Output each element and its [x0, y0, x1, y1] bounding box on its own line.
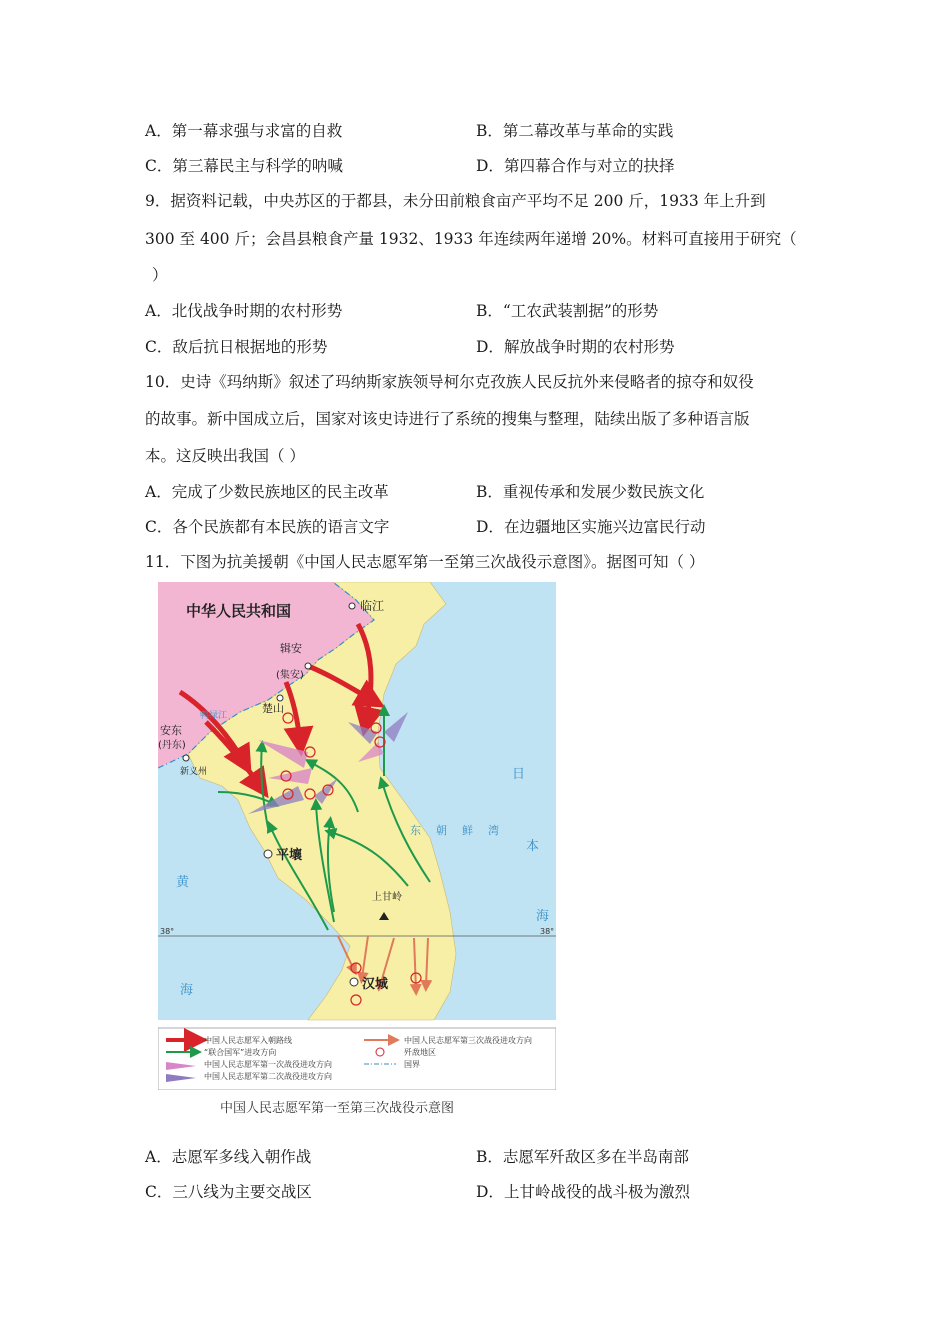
q9-stem-line-2: 300 至 400 斤；会昌县粮食产量 1932、1933 年连续两年递增 20%。材料可直接用于研究（ [145, 230, 797, 248]
korean-war-map [158, 582, 556, 1090]
legend-entry: 国界 [404, 1060, 420, 1069]
place-jian: 辑安 [280, 642, 302, 655]
sea-yellow-2: 海 [180, 983, 194, 998]
q11-stem: 11．下图为抗美援朝《中国人民志愿军第一至第三次战役示意图》。据图可知（ ） [145, 553, 705, 571]
q8-option-a: A．第一幕求强与求富的自救 [145, 122, 343, 140]
q11-option-d: D．上甘岭战役的战斗极为激烈 [476, 1183, 690, 1201]
place-jian-old: (集安) [276, 670, 304, 681]
q11-option-b: B．志愿军歼敌区多在半岛南部 [476, 1148, 689, 1166]
sea-japan-3: 海 [536, 909, 550, 924]
legend-entry: 中国人民志愿军入朝路线 [204, 1036, 292, 1045]
parallel-label-left: 38° [160, 927, 175, 936]
sea-east-korea-bay-3: 鲜 [462, 824, 473, 837]
parallel-label-right: 38° [540, 927, 555, 936]
place-linjiang: 临江 [360, 599, 385, 613]
place-pyongyang: 平壤 [276, 848, 303, 863]
legend-entry: 歼敌地区 [404, 1048, 436, 1057]
place-shangganling: 上甘岭 [372, 892, 402, 903]
seoul-marker [350, 978, 358, 986]
q11-option-a: A．志愿军多线入朝作战 [145, 1148, 312, 1166]
linjiang-marker [349, 603, 355, 609]
q10-option-c: C．各个民族都有本民族的语言文字 [145, 518, 390, 536]
place-seoul: 汉城 [362, 977, 389, 992]
legend-entry: 中国人民志愿军第二次战役进攻方向 [204, 1072, 332, 1081]
q9-option-c: C．敌后抗日根据地的形势 [145, 338, 328, 356]
sea-east-korea-bay-1: 东 [410, 824, 421, 837]
q10-stem-line-2: 的故事。新中国成立后，国家对该史诗进行了系统的搜集与整理，陆续出版了多种语言版 [145, 410, 750, 428]
place-xinyizhou: 新义州 [180, 767, 208, 777]
sea-japan-2: 本 [526, 839, 540, 854]
q11-option-c: C．三八线为主要交战区 [145, 1183, 312, 1201]
q9-option-b: B．“工农武装割据”的形势 [476, 302, 659, 320]
country-label: 中华人民共和国 [186, 602, 292, 620]
legend-entry: 中国人民志愿军第一次战役进攻方向 [204, 1060, 332, 1069]
q9-option-d: D．解放战争时期的农村形势 [476, 338, 675, 356]
q9-stem-line-3: ） [152, 266, 168, 284]
place-andong: 安东 [160, 724, 182, 737]
xinyizhou-marker [183, 755, 189, 761]
legend-entry: 中国人民志愿军第三次战役进攻方向 [404, 1036, 532, 1045]
map-caption: 中国人民志愿军第一至第三次战役示意图 [220, 1101, 455, 1116]
chushan-marker [277, 695, 283, 701]
sea-east-korea-bay-2: 朝 [436, 824, 447, 837]
pyongyang-marker [264, 850, 272, 858]
sea-japan-1: 日 [512, 767, 526, 782]
q8-option-b: B．第二幕改革与革命的实践 [476, 122, 674, 140]
river-label: 鸭绿江 [200, 711, 228, 721]
q10-stem-line-3: 本。这反映出我国（ ） [145, 447, 305, 465]
q10-option-a: A．完成了少数民族地区的民主改革 [145, 483, 389, 501]
place-andong-old: (丹东) [158, 740, 186, 751]
q10-stem-line-1: 10．史诗《玛纳斯》叙述了玛纳斯家族领导柯尔克孜族人民反抗外来侵略者的掠夺和奴役 [145, 373, 754, 391]
jian-marker [305, 663, 311, 669]
place-chushan: 楚山 [262, 702, 284, 715]
q10-option-b: B．重视传承和发展少数民族文化 [476, 483, 705, 501]
q8-option-c: C．第三幕民主与科学的呐喊 [145, 157, 343, 175]
sea-east-korea-bay-4: 湾 [488, 824, 499, 837]
q10-option-d: D．在边疆地区实施兴边富民行动 [476, 518, 706, 536]
q8-option-d: D．第四幕合作与对立的抉择 [476, 157, 675, 175]
sea-yellow-1: 黄 [176, 875, 190, 890]
q9-stem-line-1: 9．据资料记载，中央苏区的于都县，未分田前粮食亩产平均不足 200 斤，1933 年上升到 [145, 192, 766, 210]
legend-entry: “联合国军”进攻方向 [204, 1048, 277, 1057]
q9-option-a: A．北伐战争时期的农村形势 [145, 302, 343, 320]
